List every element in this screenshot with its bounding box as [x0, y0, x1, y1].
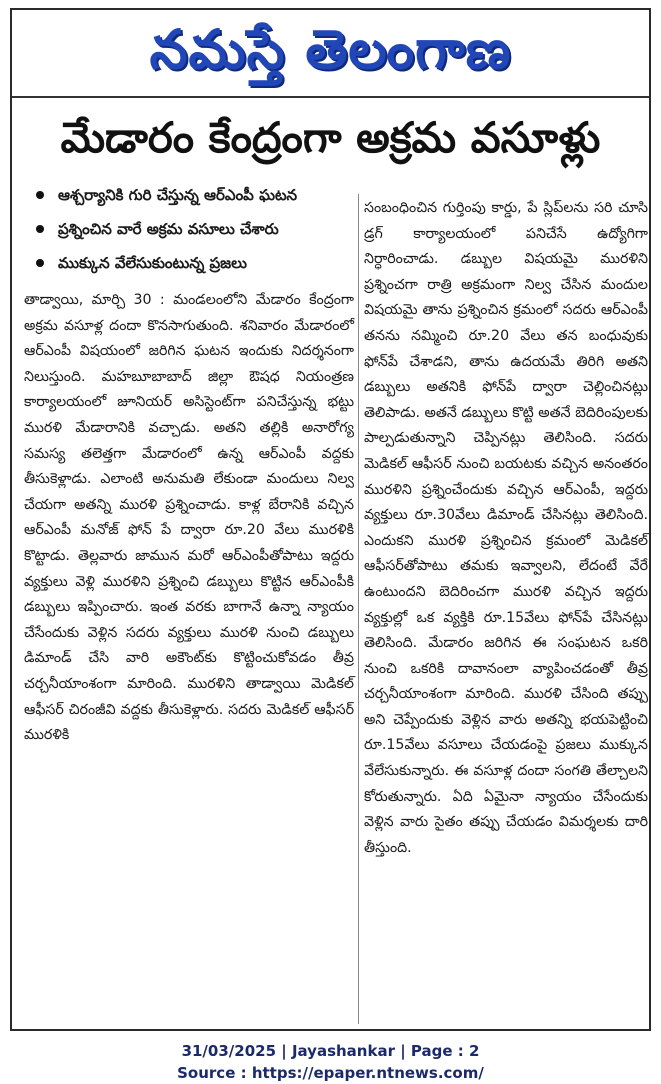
masthead [12, 12, 649, 90]
footer-source-link[interactable]: Source : https://epaper.ntnews.com/ [177, 1064, 484, 1082]
column-divider [358, 194, 359, 1024]
newspaper-clipping [10, 8, 651, 1031]
article-left-column [24, 180, 354, 749]
masthead-logo: నమస్తే తెలంగాణ [149, 18, 512, 81]
footer-date-edition: 31/03/2025 | Jayashankar | Page : 2 [181, 1042, 480, 1060]
bullet-dot-icon [36, 259, 44, 267]
article-headline: మేడారం కేంద్రంగా అక్రమ వసూళ్లు [60, 113, 601, 162]
bullet-text: ముక్కున వేలేసుకుంటున్న ప్రజలు [58, 254, 247, 272]
bullet-item [32, 180, 354, 210]
masthead-divider [12, 96, 649, 98]
article-right-column [364, 196, 648, 861]
article-body-left: తాడ్వాయి, మార్చి 30 : మండలంలోని మేడారం కేంద్రంగా అక్రమ వసూళ్ల దందా కొనసాగుతుంది. శనివారం మేడారంలో ఆర్ఎంపీ విషయంలో జరిగిన ఘటన ఇందుకు నిదర్శనంగా నిలుస్తుంది. మహబూబాబాద్ జిల్లా ఔషధ నియంత్రణ కార్యాలయంలో జూనియర్ అసిస్టెంట్‌గా పనిచేస్తున్న భట్టు మురళి మేడారానికి వచ్చాడు. అతని తల్లికి అనారోగ్య సమస్య తలెత్తగా మేడారంలో ఉన్న ఆర్ఎంపీ వద్దకు తీసుకెళ్లాడు. ఎలాంటి అనుమతి లేకుండా మందులు నిల్వ చేయగా అతన్ని మురళి ప్రశ్నించాడు. కాళ్ల బేరానికి వచ్చిన ఆర్ఎంపీ మనోజ్ ఫోన్ పే ద్వారా రూ.20 వేలు మురళికి కొట్టాడు. తెల్లవారు జామున మరో ఆర్ఎంపీతోపాటు ఇద్దరు వ్యక్తులు వెళ్లి మురళిని ప్రశ్నించి డబ్బులు కొట్టిన ఆర్ఎంపీకి డబ్బులు ఇప్పించారు. ఇంత వరకు బాగానే ఉన్నా న్యాయం చేసేందుకు వెళ్లిన సదరు వ్యక్తులు మురళి నుంచి డబ్బులు డిమాండ్ చేసి వారి అకౌంట్‌కు కొట్టించుకోవడం తీవ్ర చర్చనీయాంశంగా మారింది. మురళిని తాడ్వాయి మెడికల్ ఆఫీసర్ చిరంజీవి వద్దకు తీసుకెళ్లారు. సదరు మెడికల్ ఆఫీసర్ మురళికి [24, 292, 354, 744]
bullet-dot-icon [36, 191, 44, 199]
bullet-text: ఆశ్చర్యానికి గురి చేస్తున్న ఆర్ఎంపీ ఘటన [58, 186, 298, 204]
bullet-text: ప్రశ్నించిన వారే అక్రమ వసూలు చేశారు [58, 220, 279, 238]
source-footer [0, 1040, 661, 1084]
bullet-item [32, 248, 354, 278]
article-body-right: సంబంధించిన గుర్తింపు కార్డు, పే స్లిప్‌లను సరి చూసి డ్రగ్ కార్యాలయంలో పనిచేసే ఉద్యోగిగా నిర్ధారించాడు. డబ్బుల విషయమై మురళిని ప్రశ్నించగా రాత్రి అక్రమంగా నిల్వ చేసిన మందుల విషయమై తాను ప్రశ్నించిన క్రమంలో సదరు ఆర్ఎంపీ తనను నమ్మించి రూ.20 వేలు తన బంధువుకు ఫోన్‌పే చేశాడని, తాను ఉదయమే తిరిగి అతని డబ్బులు అతనికి ఫోన్‌పే ద్వారా చెల్లించినట్లు తెలిపాడు. అతనే డబ్బులు కొట్టి అతనే బెదిరింపులకు పాల్పడుతున్నాని చెప్పినట్లు తెలిసింది. సదరు మెడికల్ ఆఫీసర్ నుంచి బయటకు వచ్చిన అనంతరం మురళిని ప్రశ్నించేందుకు వచ్చిన ఆర్ఎంపీ, ఇద్దరు వ్యక్తులు రూ.30వేలు డిమాండ్ చేసినట్లు తెలిసింది. ఎందుకని మురళి ప్రశ్నించిన క్రమంలో మెడికల్ ఆఫీసర్‌తోపాటు తమకు ఇవ్వాలని, లేదంటే వేరే ఉంటుందని బెదిరించగా మురళి వచ్చిన ఇద్దరు వ్యక్తుల్లో ఒక వ్యక్తికి రూ.15వేలు ఫోన్‌పే చేసినట్లు తెలిసింది. మేడారం జరిగిన ఈ సంఘటన ఒకరి నుంచి ఒకరికి దావానంలా వ్యాపించడంతో తీవ్ర చర్చనీయాంశంగా మారింది. మురళి చేసింది తప్పు అని చెప్పేందుకు వెళ్లిన వారు అతన్ని భయపెట్టించి రూ.15వేలు వసూలు చేయడంపై ప్రజలు ముక్కున వేలేసుకున్నారు. ఈ వసూళ్ల దందా సంగతి తేల్చాలని కోరుతున్నారు. ఏది ఏమైనా న్యాయం చేసేందుకు వెళ్లిన వారు సైతం తప్పు చేయడం విమర్శలకు దారి తీస్తుంది. [364, 200, 648, 856]
bullet-dot-icon [36, 225, 44, 233]
highlight-bullets [24, 180, 354, 278]
bullet-item [32, 214, 354, 244]
